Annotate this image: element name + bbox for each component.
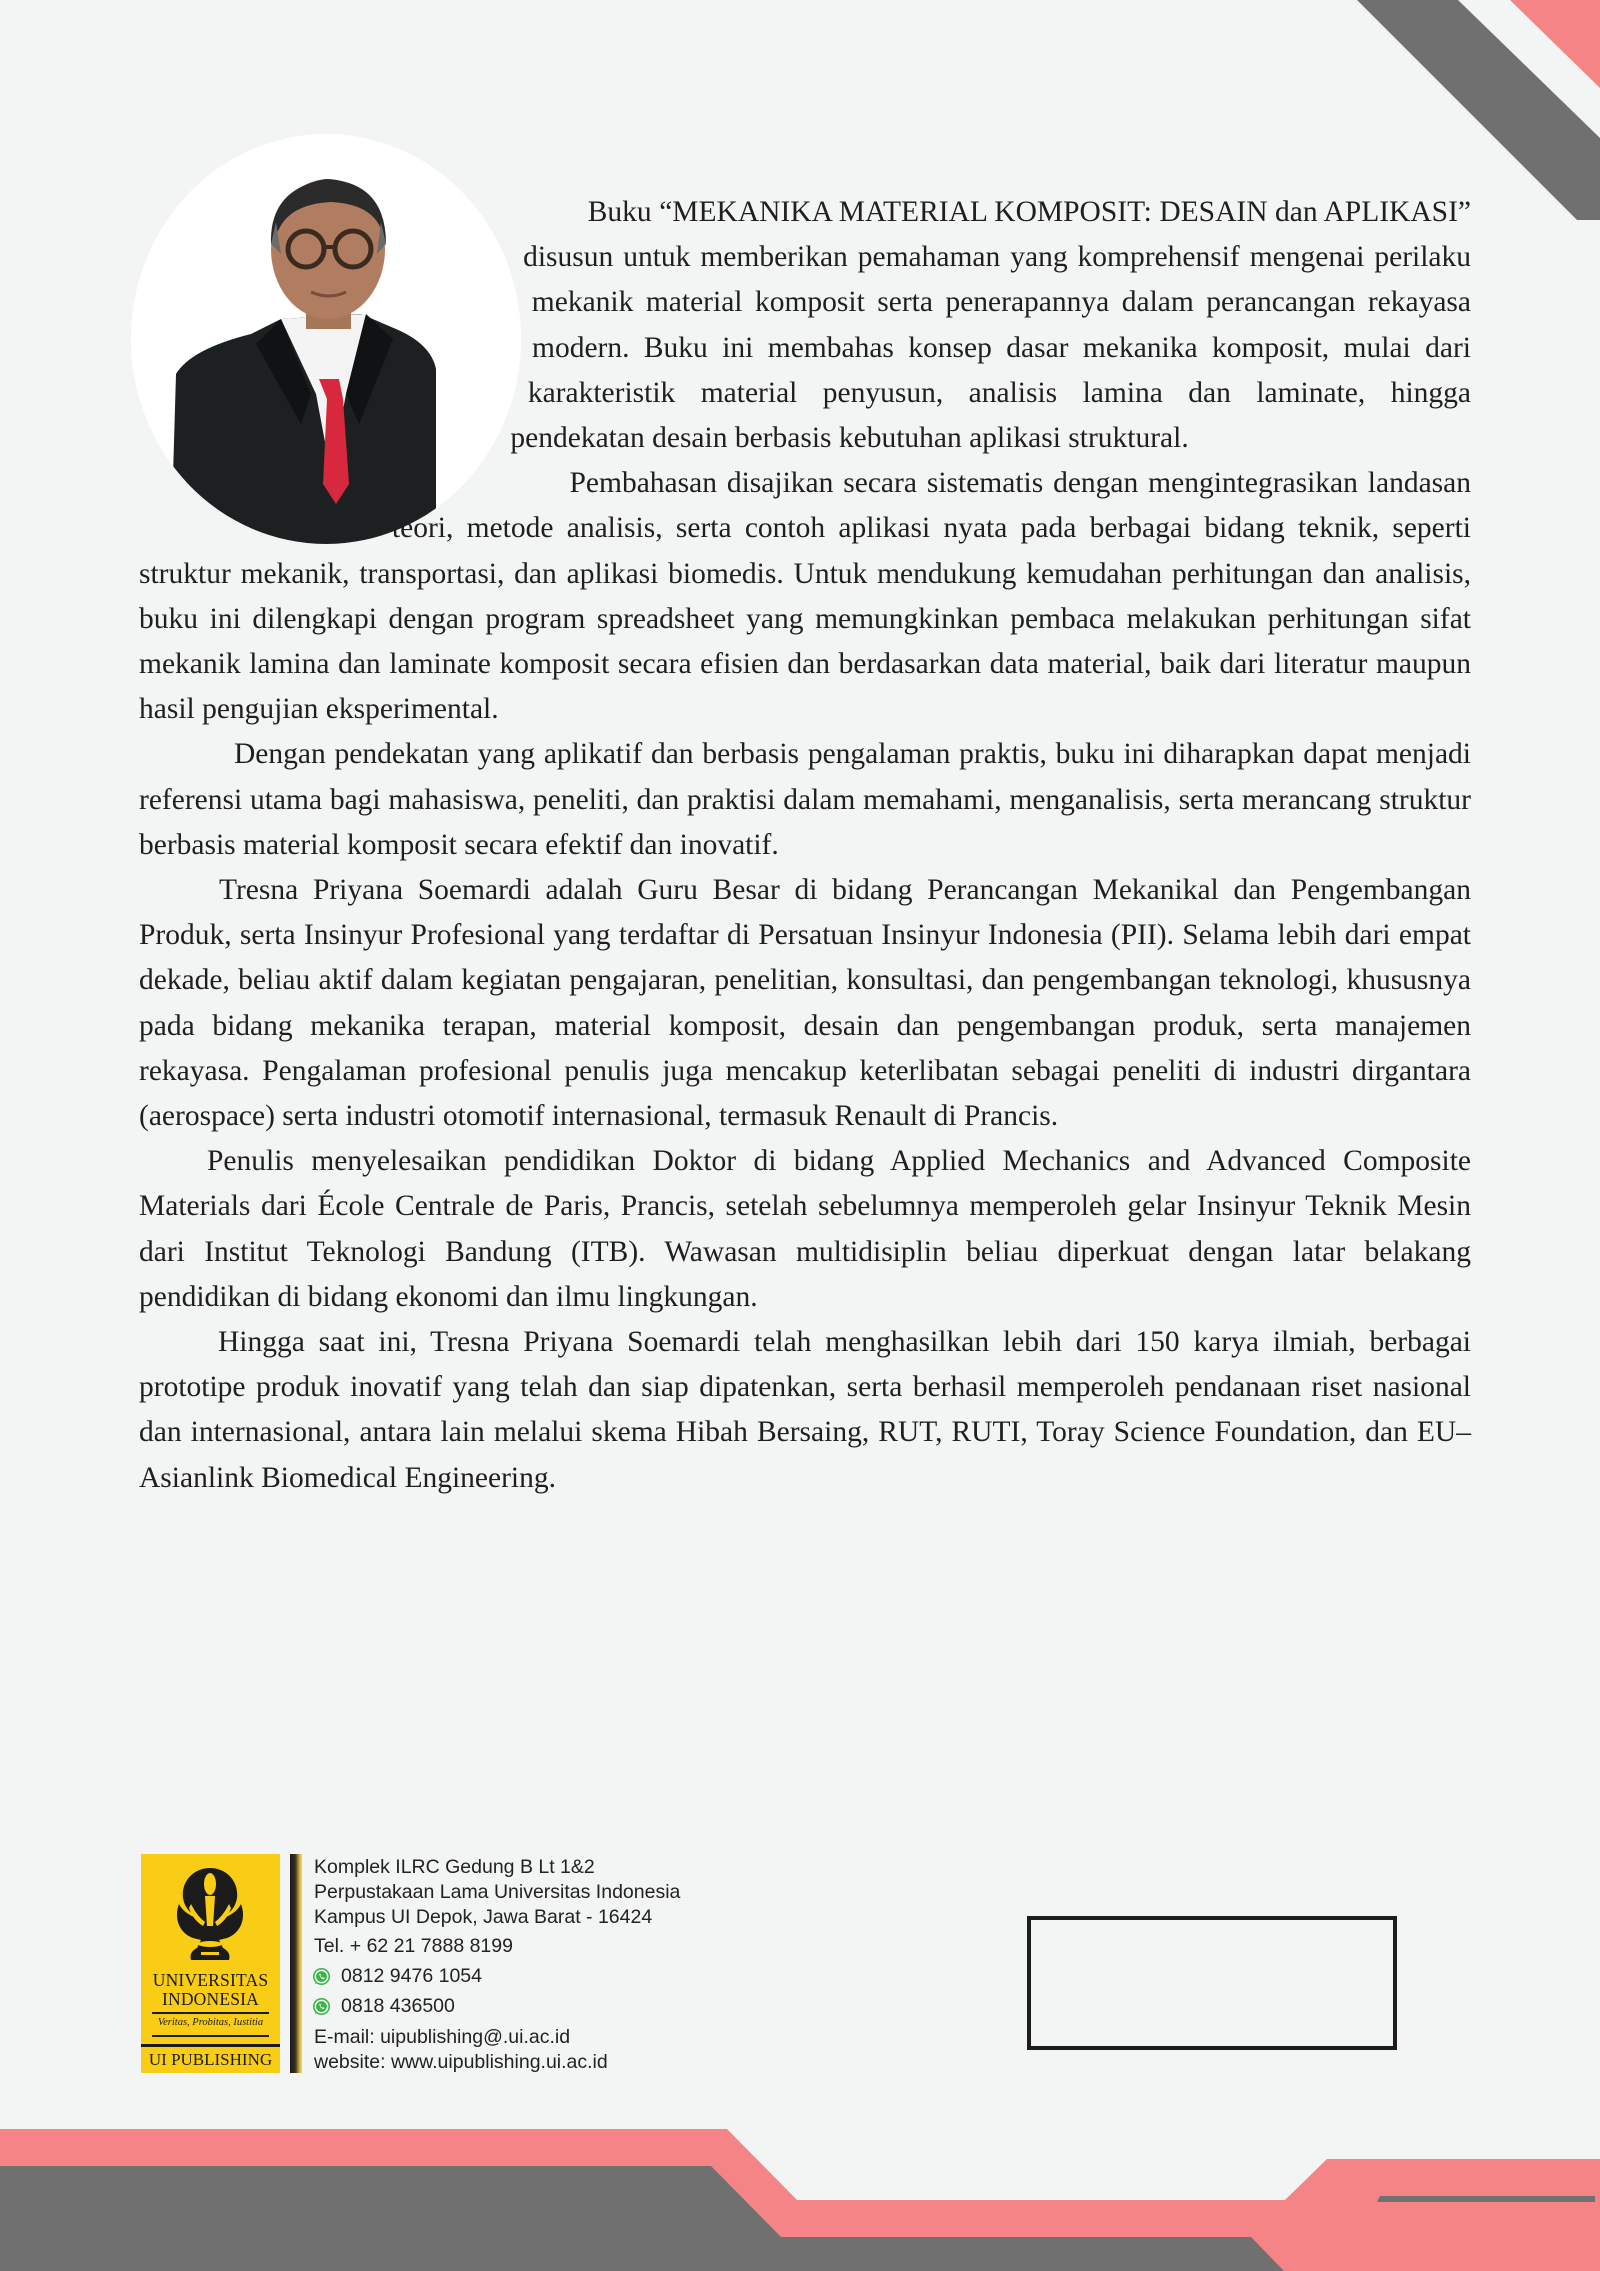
synopsis-paragraph-3: Dengan pendekatan yang aplikatif dan berbasis pengalaman praktis, buku ini diharapkan dapat menjadi referensi utama bagi mahasiswa, peneliti, dan praktisi dalam memahami, menganalisis, serta merancang struktur berbasis material komposit secara efektif dan inovatif. bbox=[139, 738, 1471, 861]
logo-rule-top bbox=[152, 2012, 269, 2014]
author-bio-paragraph-1: Tresna Priyana Soemardi adalah Guru Besar di bidang Perancangan Mekanikal dan Pengembangan Produk, serta Insinyur Profesional yang terdaftar di Persatuan Insinyur Indonesia (PII). Selama lebih dari empat dekade, beliau aktif dalam kegiatan pengajaran, penelitian, konsultasi, dan pengembangan teknologi, khususnya pada bidang mekanika terapan, material komposit, desain dan pengembangan produk, serta manajemen rekayasa. Pengalaman profesional penulis juga mencakup keterlibatan sebagai peneliti di industri dirgantara (aerospace) serta industri otomotif internasional, termasuk Renault di Prancis. bbox=[139, 874, 1471, 1133]
logo-university-name bbox=[141, 1971, 280, 2009]
whatsapp-icon bbox=[312, 1967, 331, 1986]
barcode-placeholder bbox=[1027, 1916, 1397, 2050]
synopsis-paragraph-1: Buku “MEKANIKA MATERIAL KOMPOSIT: DESAIN dan APLIKASI” disusun untuk memberikan pemahaman yang komprehensif mengenai perilaku mekanik material komposit serta penerapannya dalam perancangan rekayasa modern. Buku ini membahas konsep dasar mekanika komposit, mulai dari karakteristik material penyusun, analisis lamina dan laminate, hingga pendekatan desain berbasis kebutuhan aplikasi struktural. bbox=[510, 196, 1471, 455]
whatsapp-icon bbox=[312, 1997, 331, 2016]
email: E-mail: uipublishing@.ui.ac.id bbox=[314, 2026, 571, 2048]
logo-line-1: UNIVERSITAS bbox=[152, 1970, 269, 1990]
photo-text-wrap bbox=[139, 190, 532, 550]
synopsis-paragraph-2: Pembahasan disajikan secara sistematis dengan mengintegrasikan landasan teori, metode analisis, serta contoh aplikasi nyata pada berbagai bidang teknik, seperti struktur mekanik, transportasi, dan aplikasi biomedis. Untuk mendukung kemudahan perhitungan dan analisis, buku ini dilengkapi dengan program spreadsheet yang memungkinkan pembaca melakukan perhitungan sifat mekanik lamina dan laminate komposit secara efisien dan berdasarkan data material, baik dari literatur maupun hasil pengujian eksperimental. bbox=[139, 467, 1471, 726]
whatsapp-number-2: 0818 436500 bbox=[341, 1995, 455, 2017]
makara-emblem-icon bbox=[163, 1864, 258, 1968]
whatsapp-number-1: 0812 9476 1054 bbox=[341, 1965, 482, 1987]
address-line-1: Komplek ILRC Gedung B Lt 1&2 bbox=[314, 1856, 595, 1878]
ui-publishing-logo bbox=[141, 1854, 280, 2073]
address-line-2: Perpustakaan Lama Universitas Indonesia bbox=[314, 1881, 681, 1903]
address-line-3: Kampus UI Depok, Jawa Barat - 16424 bbox=[314, 1906, 653, 1928]
telephone: Tel. + 62 21 7888 8199 bbox=[314, 1935, 513, 1957]
logo-imprint: UI PUBLISHING bbox=[148, 2050, 273, 2069]
whatsapp-contact-1 bbox=[312, 1965, 482, 1988]
logo-line-2: INDONESIA bbox=[161, 1989, 260, 2009]
whatsapp-contact-2 bbox=[312, 1995, 455, 2018]
author-bio-paragraph-3: Hingga saat ini, Tresna Priyana Soemardi telah menghasilkan lebih dari 150 karya ilmiah, berbagai prototipe produk inovatif yang telah dan siap dipatenkan, serta berhasil memperoleh pendanaan riset nasional dan internasional, antara lain melalui skema Hibah Bersaing, RUT, RUTI, Toray Science Foundation, dan EU–Asianlink Biomedical Engineering. bbox=[139, 1326, 1471, 1494]
logo-divider bbox=[141, 2044, 280, 2047]
logo-rule-bottom bbox=[152, 2035, 269, 2037]
author-bio-paragraph-2: Penulis menyelesaikan pendidikan Doktor di bidang Applied Mechanics and Advanced Composite Materials dari École Centrale de Paris, Prancis, setelah sebelumnya memperoleh gelar Insinyur Teknik Mesin dari Institut Teknologi Bandung (ITB). Wawasan multidisiplin beliau diperkuat dengan latar belakang pendidikan di bidang ekonomi dan ilmu lingkungan. bbox=[139, 1145, 1471, 1313]
back-cover-text bbox=[139, 190, 1471, 1501]
gradient-divider bbox=[290, 1854, 302, 2073]
logo-motto: Veritas, Probitas, Iustitia bbox=[157, 2017, 264, 2028]
website: website: www.uipublishing.ui.ac.id bbox=[314, 2051, 608, 2073]
bottom-right-line bbox=[1377, 2196, 1595, 2202]
